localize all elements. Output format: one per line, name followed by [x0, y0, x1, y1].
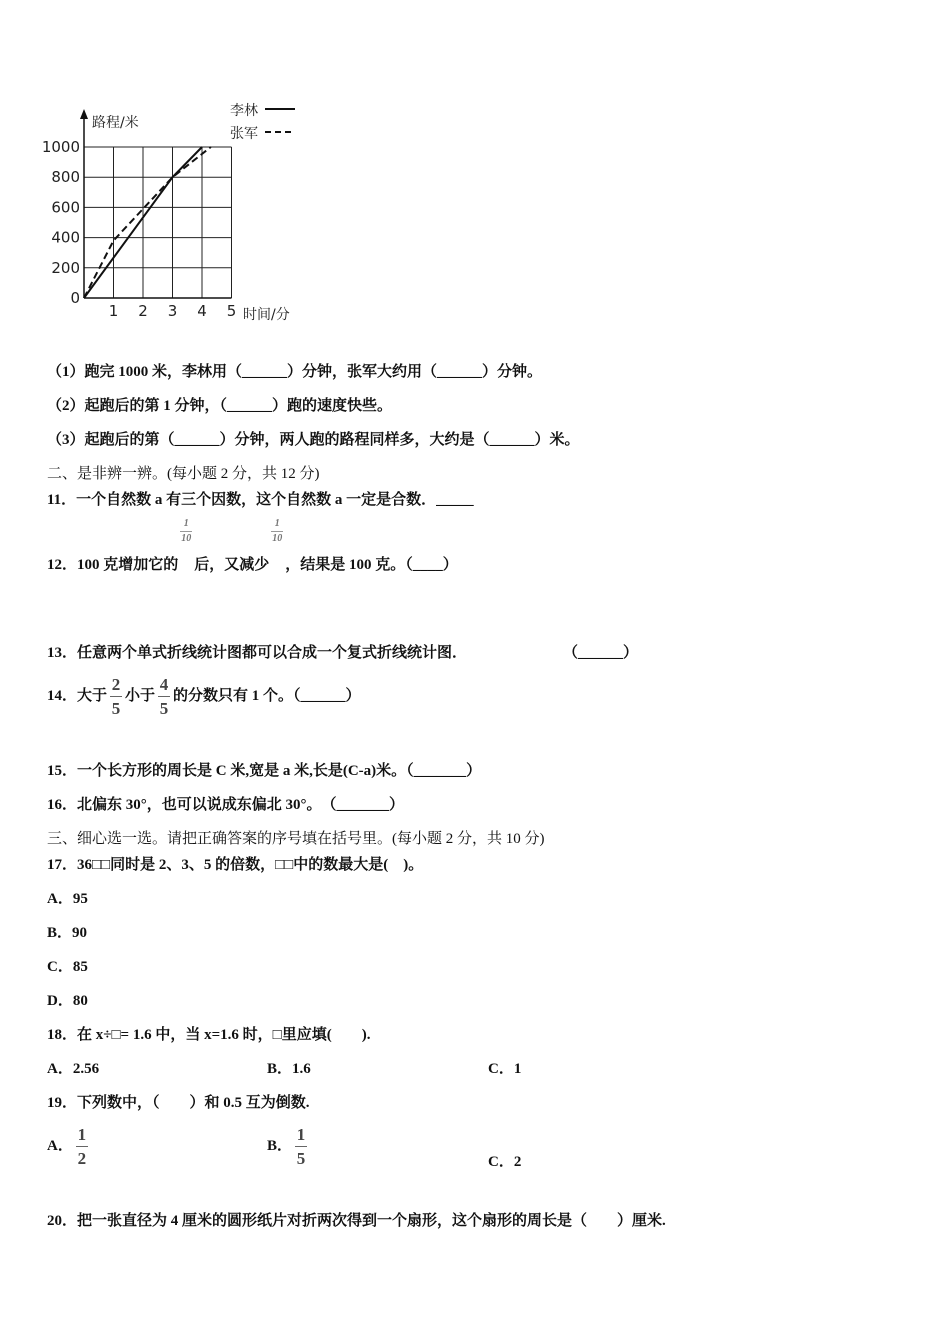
- q12-f2-bar: [271, 531, 283, 532]
- q17-option-b: B．90: [47, 925, 88, 941]
- q19-a-label: A．: [47, 1137, 73, 1154]
- q14-text-a: 14．大于: [47, 687, 108, 704]
- q12-text-b: 后，又减少: [194, 557, 270, 573]
- x-tick-label-3: 3: [167, 302, 178, 320]
- x-tick-label-5: 5: [226, 302, 237, 320]
- q19-a-num: 1: [77, 1125, 87, 1144]
- legend-label-zhangjun: 张军: [230, 126, 258, 142]
- y-tick-label-800: 800: [51, 168, 80, 187]
- question-13: 13．任意两个单式折线统计图都可以合成一个复式折线统计图．: [47, 645, 468, 661]
- q19-option-b: [267, 1126, 310, 1167]
- section2-heading: 二、是非辨一辨。(每小题 2 分，共 12 分): [47, 466, 320, 482]
- chart-grid: [84, 147, 232, 298]
- y-tick-label-0: 0: [70, 289, 80, 307]
- q12-f2-num: 1: [274, 518, 280, 529]
- q12-f2-den: 10: [272, 533, 283, 544]
- y-tick-label-600: 600: [51, 198, 80, 217]
- q12-fraction-2: [271, 519, 283, 544]
- q14-text-b: 小于: [125, 687, 156, 704]
- x-axis-label: 时间/分: [243, 307, 290, 323]
- q17-option-d: D．80: [47, 993, 88, 1009]
- question-19: 19．下列数中，（ ）和 0.5 互为倒数.: [47, 1095, 310, 1111]
- q14-fraction-1: [110, 676, 122, 717]
- q17-option-a: A．95: [47, 891, 88, 907]
- question-11: 11．一个自然数 a 有三个因数，这个自然数 a 一定是合数．_____: [47, 492, 474, 508]
- q10-sub2: （2）起跑后的第 1 分钟，（______）跑的速度快些。: [47, 398, 393, 414]
- q14-fraction-2: [158, 676, 170, 717]
- q19-option-a: [47, 1126, 91, 1167]
- q12-text-a: 12．100 克增加它的: [47, 557, 179, 573]
- q14-f2-num: 4: [159, 675, 169, 694]
- q19-b-label: B．: [267, 1137, 293, 1154]
- q19-b-fraction: [295, 1126, 307, 1167]
- q10-sub1: （1）跑完 1000 米，李林用（______）分钟，张军大约用（______）分钟。: [47, 364, 543, 380]
- q19-b-den: 5: [296, 1149, 306, 1168]
- q18-option-c: C．1: [488, 1061, 522, 1077]
- q19-a-bar: [76, 1146, 88, 1147]
- y-tick-label-400: 400: [51, 228, 80, 247]
- q19-b-bar: [295, 1146, 307, 1147]
- x-tick-label-4: 4: [197, 302, 207, 320]
- question-16: 16．北偏东 30°，也可以说成东偏北 30°。 （_______）: [47, 797, 404, 813]
- q14-f2-bar: [158, 696, 170, 697]
- y-tick-label-1000: 1000: [41, 138, 80, 156]
- q17-option-c: C．85: [47, 959, 88, 975]
- q14-f2-den: 5: [159, 699, 169, 718]
- y-axis-label: 路程/米: [92, 115, 139, 131]
- q19-b-num: 1: [296, 1125, 306, 1144]
- q12-f1-bar: [180, 531, 192, 532]
- x-tick-label-2: 2: [138, 302, 148, 320]
- series-line-zhangjun: [84, 147, 211, 298]
- q14-f1-den: 5: [111, 699, 121, 718]
- q18-option-b: B．1.6: [267, 1061, 311, 1077]
- chart-legend: [230, 102, 295, 142]
- chart-series: [84, 147, 211, 298]
- question-15: 15．一个长方形的周长是 C 米,宽是 a 米,长是(C-a)米。（_______）: [47, 763, 482, 779]
- q12-f1-num: 1: [183, 518, 189, 529]
- q12-text-c: ，结果是 100 克。（____）: [285, 557, 458, 573]
- legend-label-lilin: 李林: [230, 103, 258, 119]
- question-18: 18．在 x÷□= 1.6 中，当 x=1.6 时，□里应填( ).: [47, 1027, 371, 1043]
- x-tick-label-1: 1: [108, 302, 119, 320]
- question-17: 17．36□□同时是 2、3、5 的倍数，□□中的数最大是( )。: [47, 857, 424, 873]
- q10-sub3: （3）起跑后的第（______）分钟，两人跑的路程同样多，大约是（______）米。: [47, 432, 580, 448]
- q14-f1-num: 2: [111, 675, 121, 694]
- q12-fraction-1: [180, 519, 192, 544]
- y-tick-label-200: 200: [51, 258, 80, 277]
- q19-a-den: 2: [77, 1149, 87, 1168]
- distance-time-chart: [40, 95, 310, 327]
- q14-text-c: 的分数只有 1 个。（______）: [173, 687, 361, 704]
- q18-option-a: A．2.56: [47, 1061, 100, 1077]
- question-14: [47, 676, 361, 717]
- q12-f1-den: 10: [181, 533, 192, 544]
- question-13-blank: （______）: [563, 645, 639, 661]
- q19-option-c: C．2: [488, 1154, 522, 1170]
- question-20: 20．把一张直径为 4 厘米的圆形纸片对折两次得到一个扇形，这个扇形的周长是（ ）厘米.: [47, 1213, 666, 1229]
- section3-heading: 三、细心选一选。请把正确答案的序号填在括号里。(每小题 2 分，共 10 分): [47, 831, 545, 847]
- question-12: [47, 518, 458, 578]
- q19-a-fraction: [76, 1126, 88, 1167]
- y-axis-arrow: [80, 109, 88, 119]
- q14-f1-bar: [110, 696, 122, 697]
